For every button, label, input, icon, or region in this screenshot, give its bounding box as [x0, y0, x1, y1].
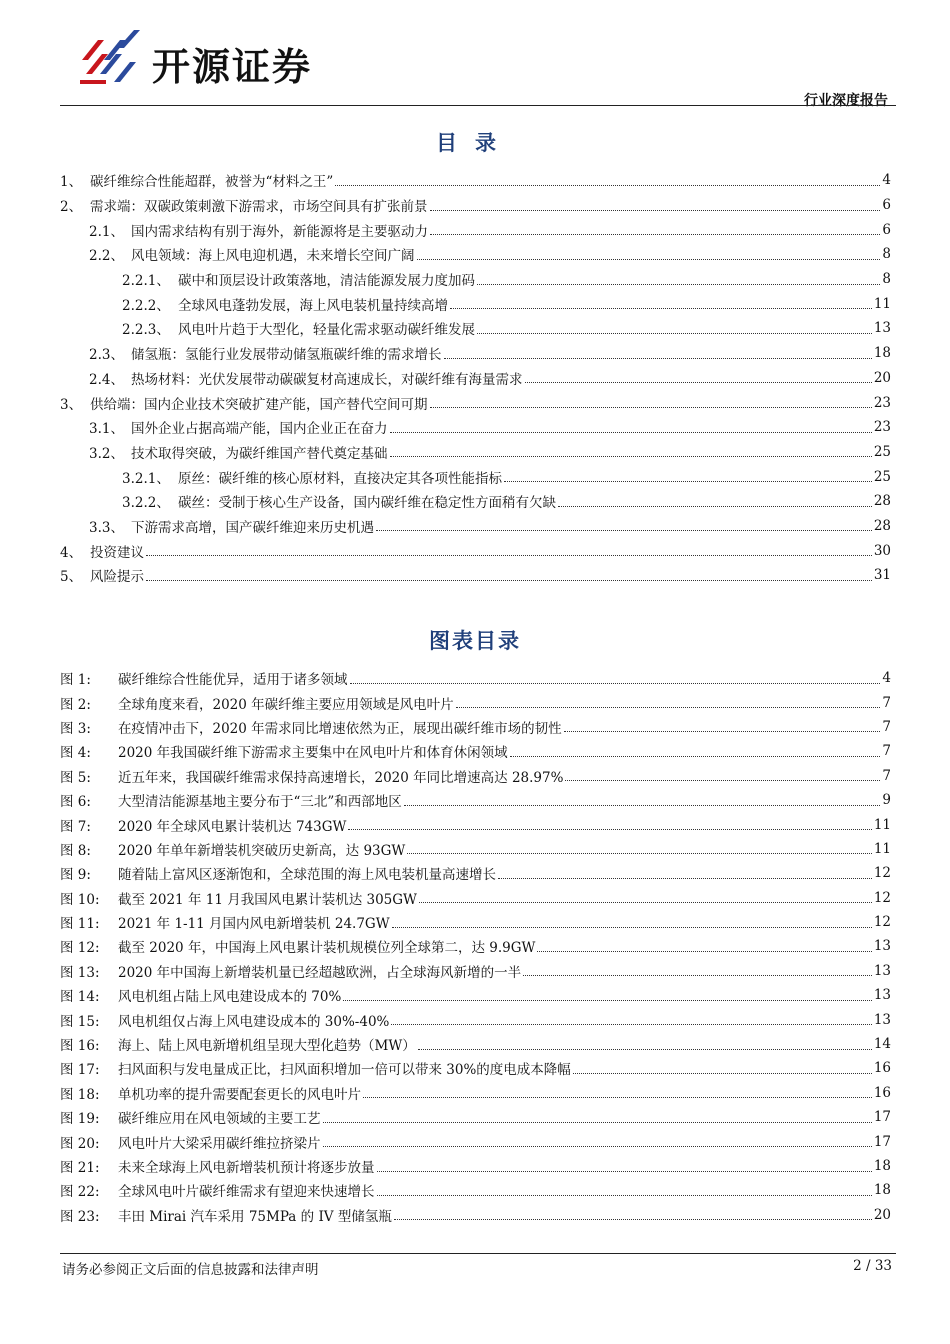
entry-page: 7: [882, 767, 891, 784]
dot-leader: [348, 829, 871, 830]
footer-disclaimer: 请务必参阅正文后面的信息披露和法律声明: [62, 1262, 319, 1278]
figure-list-title: 图表目录: [429, 629, 521, 653]
toc-entry[interactable]: [60, 291, 891, 316]
dot-leader: [363, 1097, 872, 1098]
dot-leader: [377, 1171, 872, 1172]
dot-leader: [394, 1219, 872, 1220]
figure-entry[interactable]: [60, 715, 891, 739]
dot-leader: [407, 853, 872, 854]
toc-entry[interactable]: [60, 217, 891, 242]
entry-title: 储氢瓶：氢能行业发展带动储氢瓶碳纤维的需求增长: [131, 347, 442, 364]
entry-page: 14: [873, 1036, 891, 1053]
entry-page: 13: [873, 962, 891, 979]
entry-number: 图 16:: [60, 1038, 100, 1055]
dot-leader: [537, 951, 871, 952]
entry-page: 11: [873, 816, 891, 833]
entry-page: 31: [873, 567, 891, 584]
figure-list: [60, 666, 891, 1227]
entry-title: 截至 2020 年，中国海上风电累计装机规模位列全球第二，达 9.9GW: [118, 940, 536, 957]
footer-divider: [60, 1253, 896, 1254]
entry-page: 7: [882, 743, 891, 760]
entry-page: 7: [882, 718, 891, 735]
entry-title: 丰田 Mirai 汽车采用 75MPa 的 IV 型储氢瓶: [118, 1208, 392, 1225]
entry-page: 9: [882, 792, 891, 809]
toc-list: [60, 168, 891, 588]
entry-page: 18: [873, 1158, 891, 1174]
entry-page: 16: [873, 1084, 891, 1101]
entry-title: 技术取得突破，为碳纤维国产替代奠定基础: [131, 445, 388, 462]
figure-entry[interactable]: [60, 934, 891, 958]
page-number: 2 / 33: [853, 1258, 892, 1274]
toc-entry[interactable]: [60, 464, 891, 489]
entry-number: 4、: [60, 544, 83, 561]
figure-entry[interactable]: [60, 886, 891, 910]
entry-number: 3.1、: [89, 421, 124, 438]
entry-title: 风电机组仅占海上风电建设成本的 30%-40%: [118, 1013, 390, 1030]
entry-title: 近五年来，我国碳纤维需求保持高速增长，2020 年同比增速高达 28.97%: [118, 769, 564, 786]
figure-entry[interactable]: [60, 959, 891, 983]
dot-leader: [323, 1146, 872, 1147]
entry-number: 图 19:: [60, 1111, 100, 1128]
entry-number: 3.2.1、: [122, 470, 170, 487]
dot-leader: [523, 975, 872, 976]
entry-title: 风电叶片趋于大型化，轻量化需求驱动碳纤维发展: [178, 322, 475, 339]
entry-page: 11: [873, 295, 891, 312]
entry-number: 2、: [60, 199, 83, 216]
entry-number: 2.3、: [89, 347, 124, 364]
entry-page: 7: [882, 694, 891, 711]
figure-entry[interactable]: [60, 837, 891, 861]
figure-entry[interactable]: [60, 1154, 891, 1178]
entry-title: 碳纤维综合性能优异，适用于诸多领域: [118, 672, 348, 689]
entry-number: 2.4、: [89, 371, 124, 388]
figure-entry[interactable]: [60, 983, 891, 1007]
entry-page: 18: [873, 345, 891, 362]
dot-leader: [146, 580, 872, 581]
entry-number: 图 15:: [60, 1013, 100, 1030]
entry-number: 图 8:: [60, 842, 91, 859]
figure-entry[interactable]: [60, 739, 891, 763]
entry-title: 2020 年中国海上新增装机量已经超越欧洲，占全球海风新增的一半: [118, 964, 522, 981]
entry-title: 全球风电叶片碳纤维需求有望迎来快速增长: [118, 1184, 375, 1201]
dot-leader: [430, 407, 872, 408]
entry-page: 11: [873, 840, 891, 857]
dot-leader: [510, 756, 881, 757]
entry-number: 2.2、: [89, 248, 124, 265]
entry-page: 20: [873, 1206, 891, 1223]
dot-leader: [498, 878, 872, 879]
toc-entry[interactable]: [60, 415, 891, 440]
figure-entry[interactable]: [60, 1129, 891, 1153]
entry-title: 未来全球海上风电新增装机预计将逐步放量: [118, 1160, 375, 1176]
figure-entry[interactable]: [60, 1007, 891, 1031]
figure-entry[interactable]: [60, 861, 891, 885]
figure-entry[interactable]: [60, 1081, 891, 1105]
dot-leader: [404, 805, 881, 806]
toc-entry[interactable]: [60, 267, 891, 292]
entry-page: 18: [873, 1182, 891, 1199]
dot-leader: [430, 234, 880, 235]
entry-title: 截至 2021 年 11 月我国风电累计装机达 305GW: [118, 891, 417, 908]
entry-page: 23: [873, 419, 891, 436]
entry-number: 图 9:: [60, 867, 91, 884]
entry-page: 4: [882, 172, 891, 189]
entry-title: 风电叶片大梁采用碳纤维拉挤梁片: [118, 1135, 321, 1152]
figure-entry[interactable]: [60, 666, 891, 690]
entry-title: 碳纤维综合性能超群，被誉为“材料之王”: [90, 174, 334, 191]
entry-title: 供给端：国内企业技术突破扩建产能，国产替代空间可期: [90, 396, 428, 413]
entry-page: 6: [882, 197, 891, 214]
entry-number: 图 4:: [60, 745, 91, 762]
figure-entry[interactable]: [60, 910, 891, 934]
entry-title: 风电机组占陆上风电建设成本的 70%: [118, 989, 342, 1006]
dot-leader: [573, 1073, 872, 1074]
report-type: 行业深度报告: [804, 93, 888, 109]
figure-entry[interactable]: [60, 1056, 891, 1080]
brand-name: 开源证券: [152, 45, 313, 89]
entry-page: 8: [882, 271, 891, 288]
entry-page: 8: [882, 246, 891, 263]
entry-number: 3.2、: [89, 445, 124, 462]
dot-leader: [350, 683, 881, 684]
entry-title: 海上、陆上风电新增机组呈现大型化趋势（MW）: [118, 1038, 416, 1055]
entry-page: 17: [873, 1109, 891, 1126]
kaiyuan-logo-icon: [78, 30, 142, 88]
entry-number: 图 20:: [60, 1135, 100, 1152]
entry-number: 2.2.1、: [122, 273, 170, 290]
entry-number: 图 14:: [60, 989, 100, 1006]
entry-page: 28: [873, 493, 891, 510]
figure-entry[interactable]: [60, 690, 891, 714]
entry-title: 2020 年单年新增装机突破历史新高，达 93GW: [118, 842, 406, 859]
entry-title: 2021 年 1-11 月国内风电新增装机 24.7GW: [118, 916, 390, 933]
entry-title: 国内需求结构有别于海外，新能源将是主要驱动力: [131, 223, 428, 240]
toc-entry[interactable]: [60, 341, 891, 366]
dot-leader: [392, 927, 872, 928]
entry-number: 1、: [60, 174, 83, 191]
entry-number: 2.1、: [89, 223, 124, 240]
dot-leader: [456, 707, 881, 708]
dot-leader: [417, 259, 881, 260]
dot-leader: [376, 530, 872, 531]
figure-entry[interactable]: [60, 1203, 891, 1227]
entry-title: 碳中和顶层设计政策落地，清洁能源发展力度加码: [178, 273, 475, 290]
entry-number: 图 18:: [60, 1086, 100, 1103]
entry-page: 13: [873, 320, 891, 337]
entry-title: 碳纤维应用在风电领域的主要工艺: [118, 1111, 321, 1128]
entry-number: 图 21:: [60, 1160, 100, 1176]
figure-entry[interactable]: [60, 812, 891, 836]
entry-page: 17: [873, 1133, 891, 1150]
dot-leader: [444, 358, 872, 359]
dot-leader: [430, 210, 881, 211]
dot-leader: [335, 185, 880, 186]
entry-number: 图 6:: [60, 794, 91, 811]
dot-leader: [390, 456, 872, 457]
dot-leader: [390, 432, 872, 433]
entry-number: 图 7:: [60, 818, 91, 835]
entry-number: 图 1:: [60, 672, 91, 689]
entry-title: 全球角度来看，2020 年碳纤维主要应用领域是风电叶片: [118, 696, 454, 713]
page-header: [60, 22, 896, 109]
entry-number: 图 17:: [60, 1062, 100, 1079]
toc-entry[interactable]: [60, 242, 891, 267]
dot-leader: [565, 780, 880, 781]
entry-title: 单机功率的提升需要配套更长的风电叶片: [118, 1086, 361, 1103]
entry-number: 图 10:: [60, 891, 100, 908]
toc-entry[interactable]: [60, 440, 891, 465]
entry-number: 图 12:: [60, 940, 100, 957]
entry-title: 风电领域：海上风电迎机遇，未来增长空间广阔: [131, 248, 415, 265]
dot-leader: [146, 555, 872, 556]
entry-page: 16: [873, 1060, 891, 1077]
entry-title: 风险提示: [90, 569, 144, 586]
entry-number: 图 11:: [60, 916, 100, 933]
dot-leader: [477, 333, 872, 334]
toc-entry[interactable]: [60, 168, 891, 193]
entry-page: 30: [873, 542, 891, 559]
toc-entry[interactable]: [60, 193, 891, 218]
dot-leader: [419, 902, 872, 903]
entry-title: 随着陆上富风区逐渐饱和，全球范围的海上风电装机量高速增长: [118, 867, 496, 884]
entry-title: 需求端：双碳政策刺激下游需求，市场空间具有扩张前景: [90, 199, 428, 216]
entry-number: 图 22:: [60, 1184, 100, 1201]
entry-title: 国外企业占据高端产能，国内企业正在奋力: [131, 421, 388, 438]
entry-title: 扫风面积与发电量成正比，扫风面积增加一倍可以带来 30%的度电成本降幅: [118, 1062, 571, 1079]
entry-number: 图 3:: [60, 720, 91, 737]
header-divider: [60, 105, 896, 106]
entry-number: 图 23:: [60, 1208, 100, 1225]
entry-page: 12: [873, 914, 891, 931]
entry-number: 3、: [60, 396, 83, 413]
toc-entry[interactable]: [60, 366, 891, 391]
entry-number: 2.2.2、: [122, 297, 170, 314]
entry-page: 13: [873, 1011, 891, 1028]
toc-entry[interactable]: [60, 390, 891, 415]
entry-page: 12: [873, 889, 891, 906]
entry-title: 大型清洁能源基地主要分布于“三北”和西部地区: [118, 794, 402, 811]
dot-leader: [564, 731, 881, 732]
entry-title: 全球风电蓬勃发展，海上风电装机量持续高增: [178, 297, 448, 314]
entry-title: 2020 年全球风电累计装机达 743GW: [118, 818, 347, 835]
entry-title: 投资建议: [90, 544, 144, 561]
entry-number: 5、: [60, 569, 83, 586]
entry-page: 4: [882, 670, 891, 687]
entry-number: 图 2:: [60, 696, 91, 713]
entry-page: 13: [873, 938, 891, 955]
dot-leader: [525, 382, 872, 383]
dot-leader: [323, 1122, 872, 1123]
entry-number: 图 5:: [60, 769, 91, 786]
toc-entry[interactable]: [60, 563, 891, 588]
figure-entry[interactable]: [60, 1032, 891, 1056]
dot-leader: [377, 1195, 872, 1196]
figure-entry[interactable]: [60, 1105, 891, 1129]
figure-entry[interactable]: [60, 788, 891, 812]
toc-title: 目录: [436, 131, 514, 155]
entry-title: 在疫情冲击下，2020 年需求同比增速依然为正，展现出碳纤维市场的韧性: [118, 720, 562, 737]
dot-leader: [504, 481, 872, 482]
dot-leader: [558, 506, 872, 507]
entry-title: 碳丝：受制于核心生产设备，国内碳纤维在稳定性方面稍有欠缺: [178, 495, 556, 512]
entry-page: 12: [873, 865, 891, 882]
entry-page: 13: [873, 987, 891, 1004]
entry-title: 原丝：碳纤维的核心原材料，直接决定其各项性能指标: [178, 470, 502, 487]
dot-leader: [450, 308, 872, 309]
dot-leader: [343, 1000, 872, 1001]
entry-page: 20: [873, 369, 891, 386]
figure-entry[interactable]: [60, 764, 891, 788]
entry-page: 25: [873, 443, 891, 460]
entry-number: 图 13:: [60, 964, 100, 981]
toc-entry[interactable]: [60, 316, 891, 341]
entry-number: 3.3、: [89, 519, 124, 536]
entry-number: 3.2.2、: [122, 495, 170, 512]
entry-page: 23: [873, 394, 891, 411]
entry-number: 2.2.3、: [122, 322, 170, 339]
entry-title: 2020 年我国碳纤维下游需求主要集中在风电叶片和体育休闲领域: [118, 745, 508, 762]
entry-page: 28: [873, 517, 891, 534]
entry-title: 热场材料：光伏发展带动碳碳复材高速成长，对碳纤维有海量需求: [131, 371, 523, 388]
entry-page: 25: [873, 468, 891, 485]
figure-entry[interactable]: [60, 1178, 891, 1202]
entry-page: 6: [882, 221, 891, 238]
dot-leader: [418, 1049, 872, 1050]
toc-entry[interactable]: [60, 538, 891, 563]
toc-entry[interactable]: [60, 489, 891, 514]
dot-leader: [391, 1024, 871, 1025]
entry-title: 下游需求高增，国产碳纤维迎来历史机遇: [131, 519, 374, 536]
dot-leader: [477, 284, 880, 285]
toc-entry[interactable]: [60, 514, 891, 539]
